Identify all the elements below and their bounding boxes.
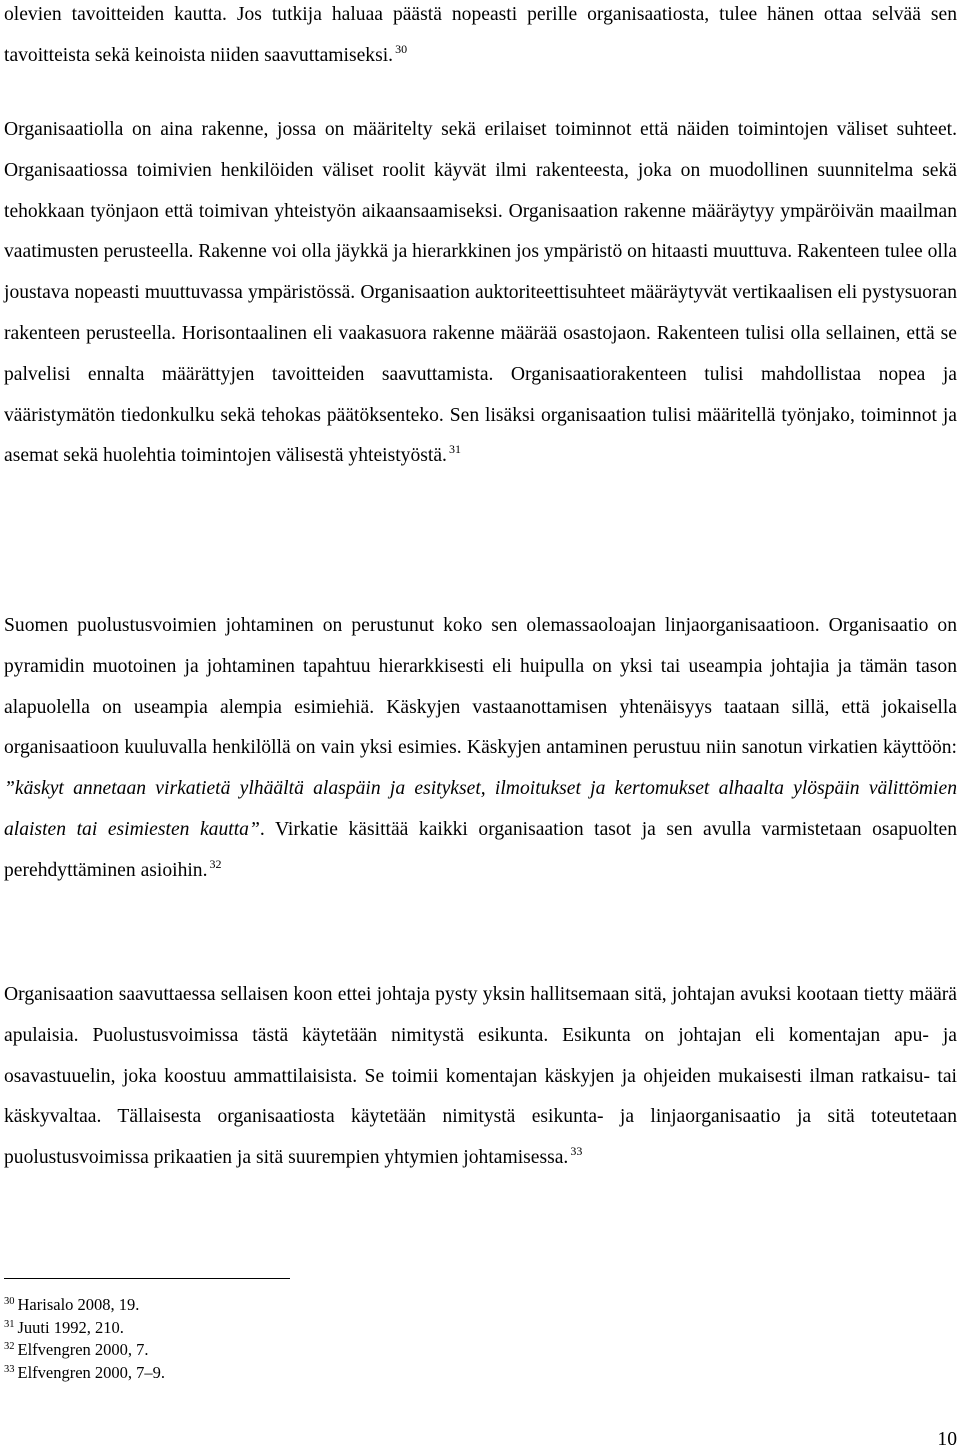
- footnote-text: Juuti 1992, 210.: [17, 1317, 124, 1337]
- footnote-text: Elfvengren 2000, 7–9.: [17, 1362, 166, 1382]
- quoted-definition: ”käskyt annetaan virkatietä ylhäältä alaspäin ja esitykset, ilmoitukset ja kertomukset alhaalta ylöspäin välittömien alaisten tai esimiesten kautta”: [4, 778, 957, 840]
- footnote: [4, 1339, 604, 1362]
- footnote-reference: 32: [209, 856, 222, 871]
- footnote-reference: 33: [570, 1144, 583, 1159]
- footnote: [4, 1317, 604, 1340]
- page-number: 10: [937, 1429, 957, 1450]
- footnote: [4, 1362, 604, 1385]
- paragraph-3: [4, 606, 957, 892]
- footnote-separator: [4, 1278, 290, 1279]
- paragraph-text: olevien tavoitteiden kautta. Jos tutkija haluaa päästä nopeasti perille organisaatiosta, tulee hänen ottaa selvää sen tavoitteista sekä keinoista niiden saavuttamiseksi.: [4, 4, 957, 66]
- paragraph-text: Suomen puolustusvoimien johtaminen on perustunut koko sen olemassaoloajan linjaorganisaatioon. Organisaatio on pyramidin muotoinen ja johtaminen tapahtuu hierarkkisesti eli huipulla on yksi tai useampia johtajia ja tämän tason alapuolella on useampia alempia esimiehiä. Käskyjen vastaanottamisen yhtenäisyys taataan sillä, että jokaisella organisaatioon kuuluvalla henkilöllä on vain yksi esimies. Käskyjen antaminen perustuu niin sanotun virkatien käyttöön:: [4, 615, 957, 759]
- paragraph-2: [4, 110, 957, 477]
- footnote-text: Elfvengren 2000, 7.: [17, 1340, 149, 1359]
- footnotes: [4, 1294, 604, 1384]
- paragraph-1: [4, 0, 957, 77]
- paragraph-text: Organisaatiolla on aina rakenne, jossa on määritelty sekä erilaiset toiminnot että näiden toimintojen väliset suhteet. Organisaatiossa toimivien henkilöiden väliset roolit käyvät ilmi rakenteesta, joka on muodollinen suunnitelma sekä tehokkaan työnjaon että toimivan yhteistyön aikaansaamiseksi. Organisaation rakenne määräytyy ympäröivän maailman vaatimusten perusteella. Rakenne voi olla jäykkä ja hierarkkinen jos ympäristö on hitaasti muuttuva. Rakenteen tulee olla joustava nopeasti muuttuvassa ympäristössä. Organisaation auktoriteettisuhteet määräytyvät vertikaalisen eli pystysuoran rakenteen perusteella. Horisontaalinen eli vaakasuora rakenne määrää osastojaon. Rakenteen tulisi olla sellainen, että se palvelisi ennalta määrättyjen tavoitteiden saavuttamista. Organisaatiorakenteen tulisi mahdollistaa nopea ja vääristymätön tiedonkulku sekä tehokas päätöksenteko. Sen lisäksi organisaation tulisi määritellä työnjako, toiminnot ja asemat sekä huolehtia toimintojen välisestä yhteistyöstä.: [4, 119, 957, 467]
- footnote-number: 30: [4, 1296, 15, 1307]
- footnote-text: Harisalo 2008, 19.: [17, 1295, 140, 1314]
- paragraph-4: [4, 975, 957, 1179]
- footnote-reference: 31: [448, 442, 461, 457]
- footnote-number: 31: [4, 1318, 15, 1330]
- paragraph-text: Organisaation saavuttaessa sellaisen koon ettei johtaja pysty yksin hallitsemaan sitä, johtajan avuksi kootaan tietty määrä apulaisia. Puolustusvoimissa tästä käytetään nimitystä esikunta. Esikunta on johtajan eli komentajan apu- ja osavastuuelin, joka koostuu ammattilaisista. Se toimii komentajan käskyjen ja ohjeiden mukaisesti ilman ratkaisu- tai käskyvaltaa. Tällaisesta organisaatiosta käytetään nimitystä esikunta- ja linjaorganisaatio ja sitä toteutetaan puolustusvoimissa prikaatien ja sitä suurempien yhtymien johtamisessa.: [4, 984, 957, 1169]
- footnote-number: 32: [4, 1341, 15, 1352]
- footnote-reference: 30: [395, 41, 408, 56]
- paragraph-text-continued: . Virkatie käsittää kaikki organisaation tasot ja sen avulla varmistetaan osapuolten perehdyttäminen asioihin.: [4, 818, 958, 881]
- footnote: [4, 1294, 604, 1317]
- footnote-number: 33: [4, 1363, 15, 1375]
